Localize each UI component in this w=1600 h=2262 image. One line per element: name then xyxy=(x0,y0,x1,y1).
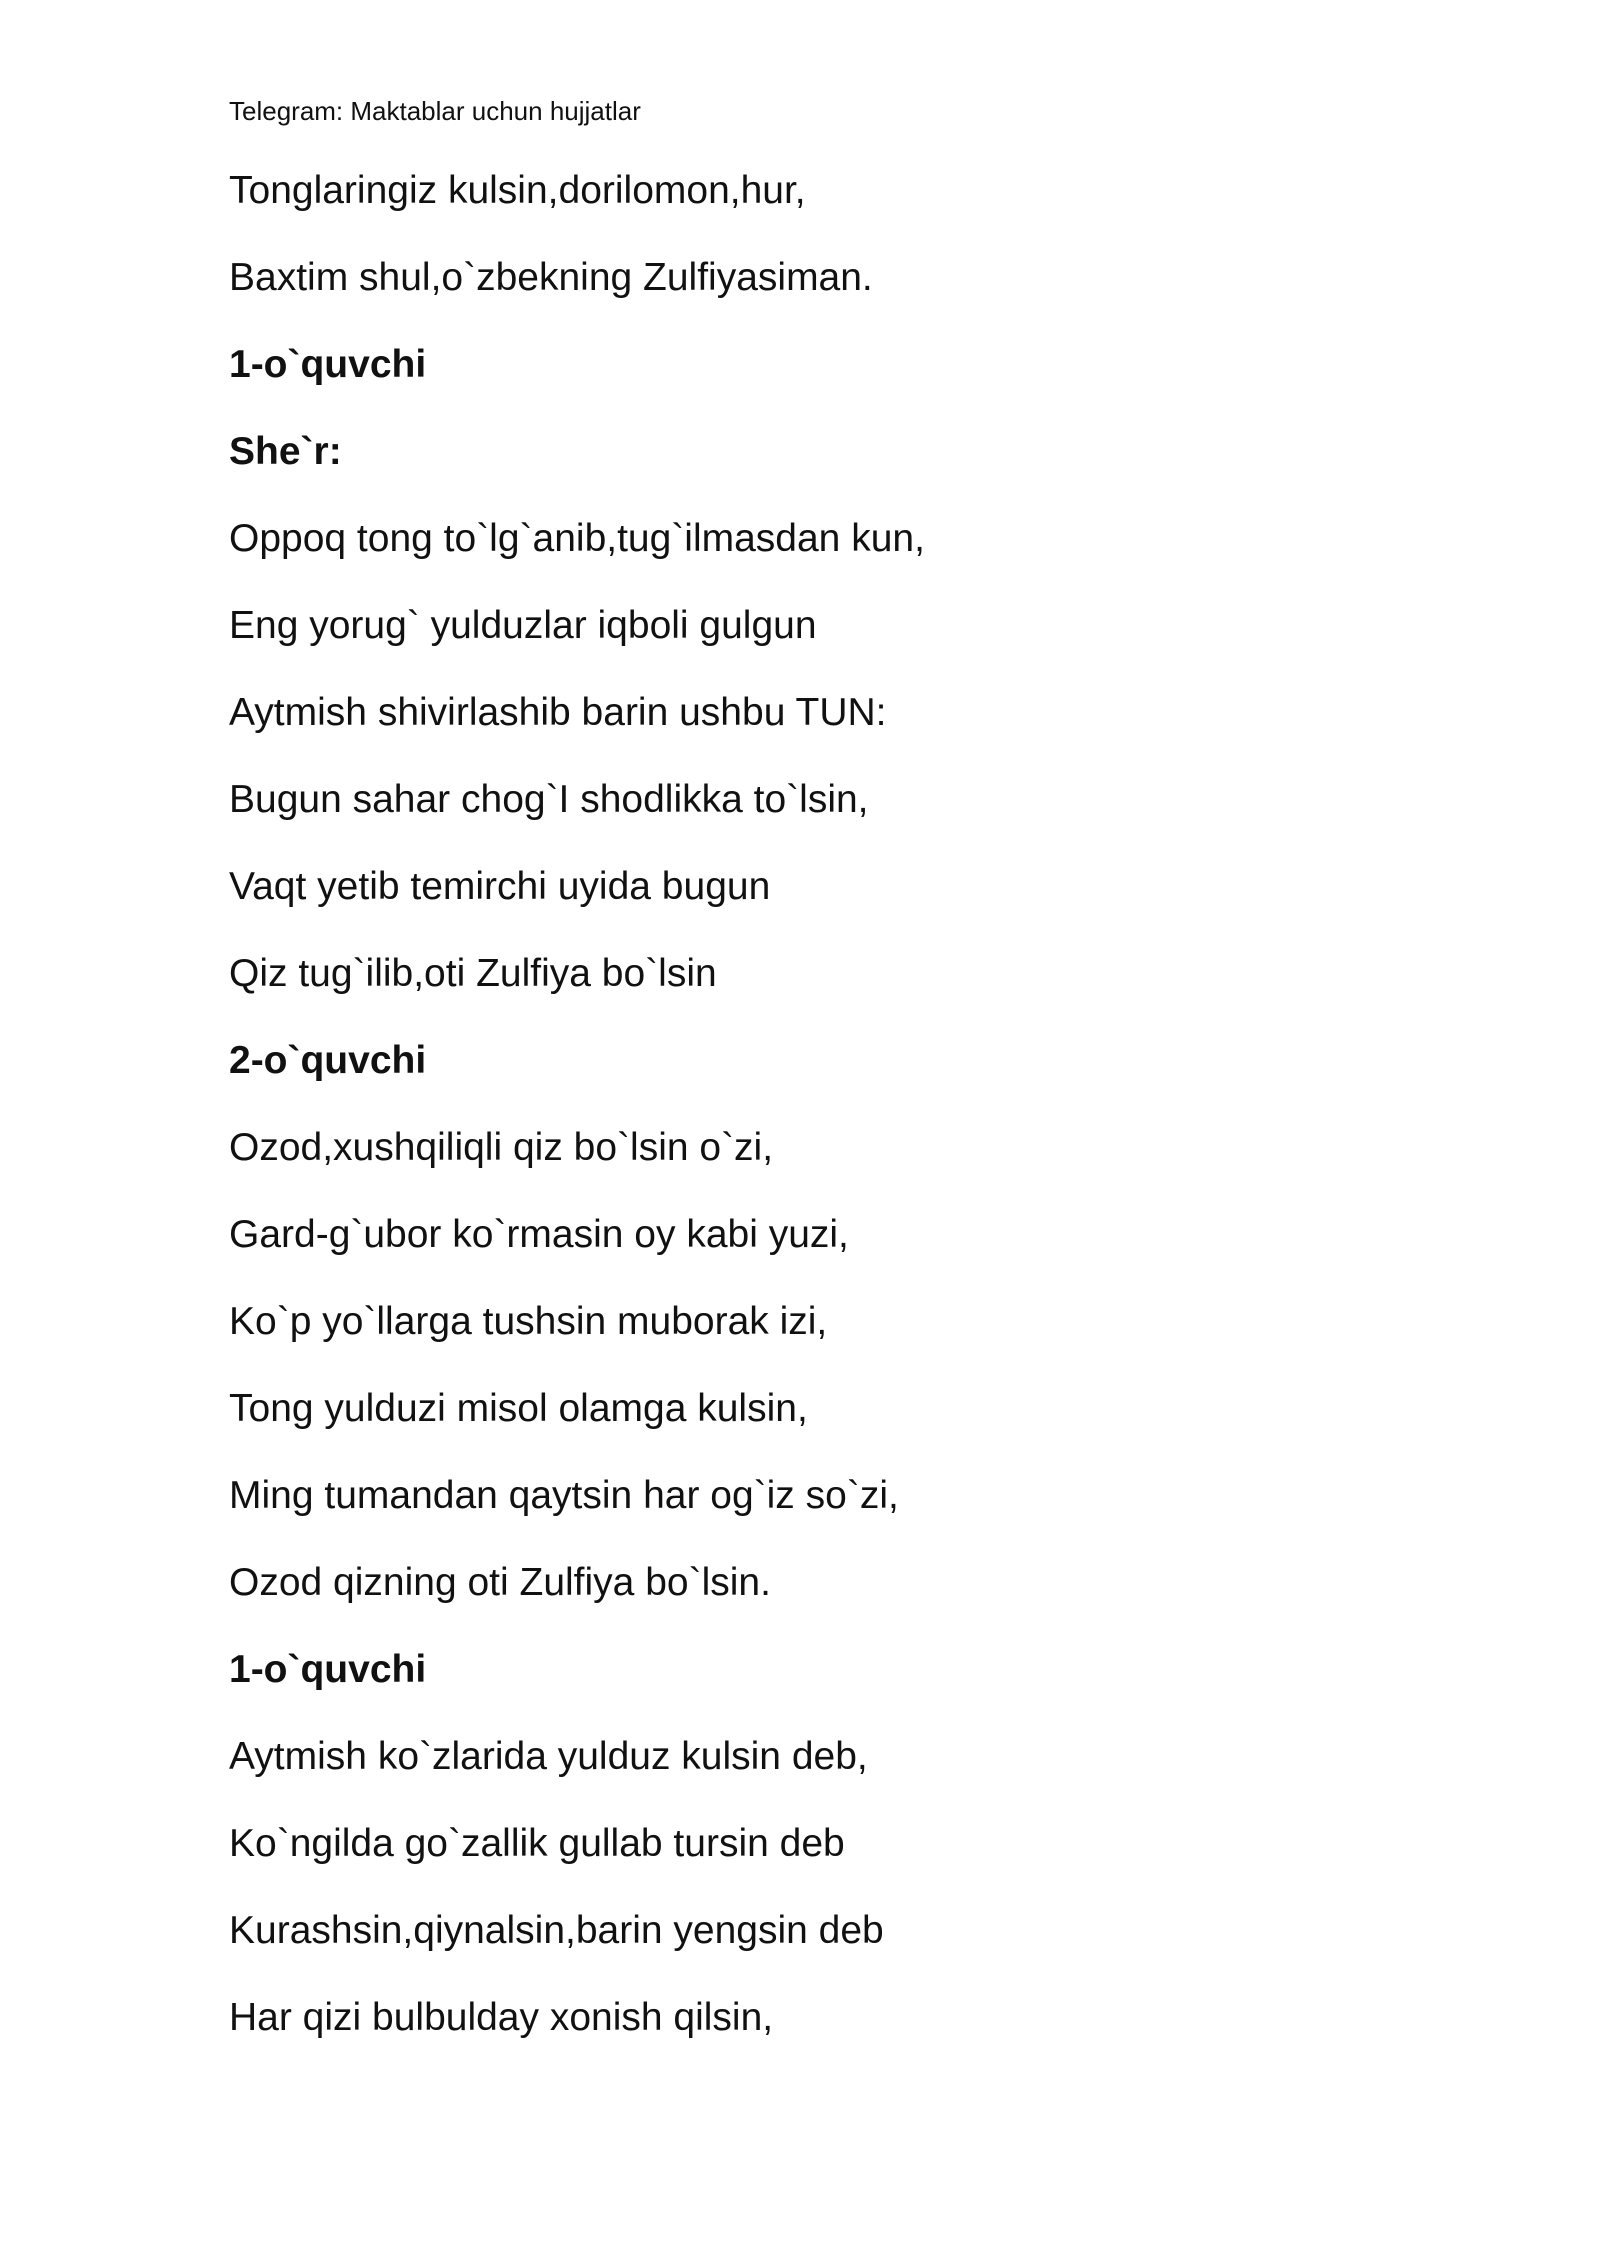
poem-line: Ozod qizning oti Zulfiya bo`lsin. xyxy=(229,1561,771,1604)
speaker-heading: 1-o`quvchi xyxy=(229,343,427,386)
poem-line: Qiz tug`ilib,oti Zulfiya bo`lsin xyxy=(229,952,717,995)
poem-line: Ozod,xushqiliqli qiz bo`lsin o`zi, xyxy=(229,1126,774,1169)
document-header: Telegram: Maktablar uchun hujjatlar xyxy=(229,96,641,126)
poem-line: Ming tumandan qaytsin har og`iz so`zi, xyxy=(229,1474,899,1517)
poem-line: Kurashsin,qiynalsin,barin yengsin deb xyxy=(229,1909,884,1952)
section-heading: She`r: xyxy=(229,430,342,473)
poem-line: Oppoq tong to`lg`anib,tug`ilmasdan kun, xyxy=(229,517,925,560)
poem-line: Gard-g`ubor ko`rmasin oy kabi yuzi, xyxy=(229,1213,849,1256)
poem-line: Baxtim shul,o`zbekning Zulfiyasiman. xyxy=(229,256,873,299)
poem-line: Aytmish ko`zlarida yulduz kulsin deb, xyxy=(229,1735,868,1778)
poem-line: Bugun sahar chog`I shodlikka to`lsin, xyxy=(229,778,869,821)
poem-line: Aytmish shivirlashib barin ushbu TUN: xyxy=(229,691,887,734)
poem-line: Ko`p yo`llarga tushsin muborak izi, xyxy=(229,1300,828,1343)
poem-line: Har qizi bulbulday xonish qilsin, xyxy=(229,1996,774,2039)
poem-line: Tonglaringiz kulsin,dorilomon,hur, xyxy=(229,169,806,212)
speaker-heading: 2-o`quvchi xyxy=(229,1039,427,1082)
poem-body xyxy=(229,158,1479,2072)
poem-line: Eng yorug` yulduzlar iqboli gulgun xyxy=(229,604,817,647)
poem-line: Vaqt yetib temirchi uyida bugun xyxy=(229,865,771,908)
poem-line: Tong yulduzi misol olamga kulsin, xyxy=(229,1387,808,1430)
speaker-heading: 1-o`quvchi xyxy=(229,1648,427,1691)
poem-line: Ko`ngilda go`zallik gullab tursin deb xyxy=(229,1822,845,1865)
